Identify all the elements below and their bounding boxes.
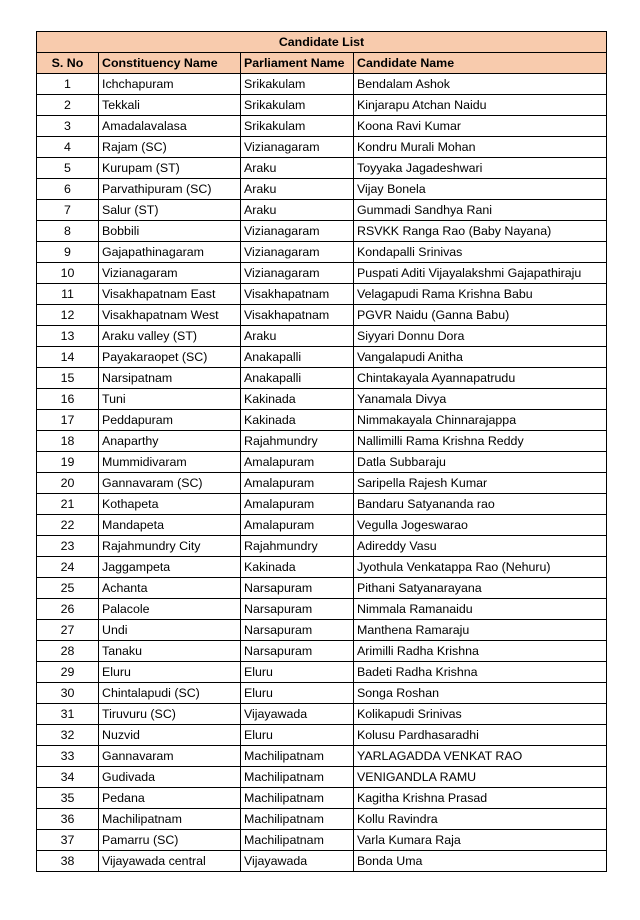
cell-sno: 4 — [37, 137, 99, 158]
candidate-list-sheet — [36, 31, 606, 872]
table-row — [37, 725, 607, 746]
cell-parliament: Narsapuram — [241, 620, 354, 641]
cell-constituency: Vizianagaram — [99, 263, 241, 284]
cell-sno: 32 — [37, 725, 99, 746]
table-row — [37, 158, 607, 179]
cell-parliament: Rajahmundry — [241, 536, 354, 557]
cell-parliament: Kakinada — [241, 410, 354, 431]
cell-constituency: Ichchapuram — [99, 74, 241, 95]
cell-candidate: Bonda Uma — [354, 851, 607, 872]
cell-candidate: Arimilli Radha Krishna — [354, 641, 607, 662]
cell-constituency: Pedana — [99, 788, 241, 809]
header-parliament: Parliament Name — [241, 53, 354, 74]
table-row — [37, 620, 607, 641]
cell-constituency: Jaggampeta — [99, 557, 241, 578]
cell-constituency: Narsipatnam — [99, 368, 241, 389]
table-row — [37, 515, 607, 536]
cell-sno: 23 — [37, 536, 99, 557]
cell-constituency: Gudivada — [99, 767, 241, 788]
candidate-table — [36, 31, 607, 872]
cell-candidate: YARLAGADDA VENKAT RAO — [354, 746, 607, 767]
cell-constituency: Gannavaram (SC) — [99, 473, 241, 494]
table-row — [37, 263, 607, 284]
table-row — [37, 599, 607, 620]
cell-parliament: Vijayawada — [241, 704, 354, 725]
cell-parliament: Machilipatnam — [241, 830, 354, 851]
cell-candidate: Puspati Aditi Vijayalakshmi Gajapathiraju — [354, 263, 607, 284]
cell-sno: 38 — [37, 851, 99, 872]
title-row — [37, 32, 607, 53]
table-row — [37, 284, 607, 305]
cell-parliament: Srikakulam — [241, 116, 354, 137]
cell-parliament: Vizianagaram — [241, 242, 354, 263]
cell-sno: 9 — [37, 242, 99, 263]
cell-constituency: Eluru — [99, 662, 241, 683]
cell-parliament: Araku — [241, 179, 354, 200]
cell-candidate: Kondapalli Srinivas — [354, 242, 607, 263]
cell-candidate: Saripella Rajesh Kumar — [354, 473, 607, 494]
table-row — [37, 179, 607, 200]
cell-candidate: Chintakayala Ayannapatrudu — [354, 368, 607, 389]
cell-candidate: Vangalapudi Anitha — [354, 347, 607, 368]
cell-parliament: Narsapuram — [241, 599, 354, 620]
table-row — [37, 746, 607, 767]
cell-sno: 8 — [37, 221, 99, 242]
cell-sno: 26 — [37, 599, 99, 620]
table-row — [37, 368, 607, 389]
cell-candidate: Gummadi Sandhya Rani — [354, 200, 607, 221]
cell-constituency: Bobbili — [99, 221, 241, 242]
table-title: Candidate List — [37, 32, 607, 53]
cell-sno: 14 — [37, 347, 99, 368]
table-row — [37, 809, 607, 830]
cell-parliament: Araku — [241, 158, 354, 179]
cell-parliament: Vizianagaram — [241, 137, 354, 158]
cell-constituency: Peddapuram — [99, 410, 241, 431]
cell-constituency: Mandapeta — [99, 515, 241, 536]
cell-candidate: Badeti Radha Krishna — [354, 662, 607, 683]
cell-constituency: Kurupam (ST) — [99, 158, 241, 179]
cell-parliament: Kakinada — [241, 389, 354, 410]
cell-candidate: Datla Subbaraju — [354, 452, 607, 473]
cell-parliament: Srikakulam — [241, 95, 354, 116]
cell-sno: 19 — [37, 452, 99, 473]
cell-parliament: Narsapuram — [241, 578, 354, 599]
cell-sno: 30 — [37, 683, 99, 704]
cell-sno: 27 — [37, 620, 99, 641]
cell-sno: 29 — [37, 662, 99, 683]
cell-sno: 37 — [37, 830, 99, 851]
cell-sno: 1 — [37, 74, 99, 95]
cell-candidate: RSVKK Ranga Rao (Baby Nayana) — [354, 221, 607, 242]
cell-candidate: PGVR Naidu (Ganna Babu) — [354, 305, 607, 326]
cell-sno: 21 — [37, 494, 99, 515]
table-row — [37, 74, 607, 95]
cell-sno: 20 — [37, 473, 99, 494]
cell-sno: 17 — [37, 410, 99, 431]
cell-constituency: Achanta — [99, 578, 241, 599]
table-row — [37, 347, 607, 368]
cell-constituency: Tanaku — [99, 641, 241, 662]
cell-parliament: Vizianagaram — [241, 221, 354, 242]
cell-sno: 34 — [37, 767, 99, 788]
cell-sno: 36 — [37, 809, 99, 830]
cell-constituency: Mummidivaram — [99, 452, 241, 473]
cell-candidate: Nimmala Ramanaidu — [354, 599, 607, 620]
cell-sno: 11 — [37, 284, 99, 305]
table-body — [37, 74, 607, 872]
cell-candidate: Kolikapudi Srinivas — [354, 704, 607, 725]
cell-constituency: Pamarru (SC) — [99, 830, 241, 851]
table-row — [37, 788, 607, 809]
cell-sno: 33 — [37, 746, 99, 767]
table-row — [37, 767, 607, 788]
cell-constituency: Tuni — [99, 389, 241, 410]
cell-candidate: VENIGANDLA RAMU — [354, 767, 607, 788]
cell-parliament: Machilipatnam — [241, 809, 354, 830]
cell-parliament: Anakapalli — [241, 368, 354, 389]
cell-sno: 10 — [37, 263, 99, 284]
cell-parliament: Vizianagaram — [241, 263, 354, 284]
table-row — [37, 95, 607, 116]
table-row — [37, 116, 607, 137]
table-row — [37, 452, 607, 473]
cell-parliament: Araku — [241, 200, 354, 221]
cell-parliament: Araku — [241, 326, 354, 347]
cell-constituency: Tekkali — [99, 95, 241, 116]
cell-sno: 31 — [37, 704, 99, 725]
cell-constituency: Undi — [99, 620, 241, 641]
cell-sno: 22 — [37, 515, 99, 536]
header-sno: S. No — [37, 53, 99, 74]
table-row — [37, 200, 607, 221]
table-row — [37, 557, 607, 578]
cell-constituency: Payakaraopet (SC) — [99, 347, 241, 368]
cell-constituency: Visakhapatnam West — [99, 305, 241, 326]
cell-parliament: Vijayawada — [241, 851, 354, 872]
header-constituency: Constituency Name — [99, 53, 241, 74]
cell-parliament: Amalapuram — [241, 473, 354, 494]
header-row — [37, 53, 607, 74]
cell-constituency: Chintalapudi (SC) — [99, 683, 241, 704]
cell-candidate: Kagitha Krishna Prasad — [354, 788, 607, 809]
table-row — [37, 389, 607, 410]
cell-candidate: Nallimilli Rama Krishna Reddy — [354, 431, 607, 452]
cell-sno: 6 — [37, 179, 99, 200]
table-row — [37, 704, 607, 725]
table-row — [37, 494, 607, 515]
table-row — [37, 578, 607, 599]
cell-sno: 2 — [37, 95, 99, 116]
cell-sno: 18 — [37, 431, 99, 452]
cell-candidate: Vijay Bonela — [354, 179, 607, 200]
cell-constituency: Parvathipuram (SC) — [99, 179, 241, 200]
cell-parliament: Kakinada — [241, 557, 354, 578]
cell-candidate: Yanamala Divya — [354, 389, 607, 410]
cell-candidate: Kollu Ravindra — [354, 809, 607, 830]
cell-candidate: Kondru Murali Mohan — [354, 137, 607, 158]
cell-parliament: Amalapuram — [241, 494, 354, 515]
table-row — [37, 242, 607, 263]
cell-parliament: Eluru — [241, 725, 354, 746]
cell-sno: 7 — [37, 200, 99, 221]
cell-constituency: Amadalavalasa — [99, 116, 241, 137]
cell-constituency: Vijayawada central — [99, 851, 241, 872]
table-row — [37, 662, 607, 683]
header-candidate: Candidate Name — [354, 53, 607, 74]
table-row — [37, 683, 607, 704]
table-row — [37, 221, 607, 242]
cell-constituency: Gannavaram — [99, 746, 241, 767]
cell-constituency: Rajahmundry City — [99, 536, 241, 557]
cell-candidate: Adireddy Vasu — [354, 536, 607, 557]
cell-candidate: Pithani Satyanarayana — [354, 578, 607, 599]
cell-constituency: Tiruvuru (SC) — [99, 704, 241, 725]
cell-parliament: Srikakulam — [241, 74, 354, 95]
cell-sno: 13 — [37, 326, 99, 347]
table-row — [37, 851, 607, 872]
cell-candidate: Nimmakayala Chinnarajappa — [354, 410, 607, 431]
cell-constituency: Palacole — [99, 599, 241, 620]
table-row — [37, 410, 607, 431]
table-row — [37, 641, 607, 662]
cell-sno: 28 — [37, 641, 99, 662]
cell-parliament: Rajahmundry — [241, 431, 354, 452]
table-row — [37, 431, 607, 452]
cell-constituency: Anaparthy — [99, 431, 241, 452]
cell-candidate: Vegulla Jogeswarao — [354, 515, 607, 536]
cell-candidate: Bandaru Satyananda rao — [354, 494, 607, 515]
cell-constituency: Rajam (SC) — [99, 137, 241, 158]
cell-sno: 35 — [37, 788, 99, 809]
cell-sno: 16 — [37, 389, 99, 410]
table-row — [37, 536, 607, 557]
cell-sno: 24 — [37, 557, 99, 578]
cell-candidate: Kolusu Pardhasaradhi — [354, 725, 607, 746]
cell-candidate: Toyyaka Jagadeshwari — [354, 158, 607, 179]
cell-sno: 12 — [37, 305, 99, 326]
cell-sno: 25 — [37, 578, 99, 599]
cell-candidate: Siyyari Donnu Dora — [354, 326, 607, 347]
cell-constituency: Kothapeta — [99, 494, 241, 515]
cell-parliament: Machilipatnam — [241, 767, 354, 788]
table-row — [37, 473, 607, 494]
cell-candidate: Kinjarapu Atchan Naidu — [354, 95, 607, 116]
cell-parliament: Amalapuram — [241, 452, 354, 473]
cell-candidate: Varla Kumara Raja — [354, 830, 607, 851]
cell-parliament: Amalapuram — [241, 515, 354, 536]
cell-parliament: Machilipatnam — [241, 746, 354, 767]
table-row — [37, 830, 607, 851]
cell-candidate: Koona Ravi Kumar — [354, 116, 607, 137]
cell-candidate: Bendalam Ashok — [354, 74, 607, 95]
cell-candidate: Jyothula Venkatappa Rao (Nehuru) — [354, 557, 607, 578]
cell-parliament: Narsapuram — [241, 641, 354, 662]
cell-constituency: Nuzvid — [99, 725, 241, 746]
table-row — [37, 137, 607, 158]
cell-candidate: Manthena Ramaraju — [354, 620, 607, 641]
cell-candidate: Velagapudi Rama Krishna Babu — [354, 284, 607, 305]
cell-constituency: Salur (ST) — [99, 200, 241, 221]
cell-sno: 3 — [37, 116, 99, 137]
cell-constituency: Machilipatnam — [99, 809, 241, 830]
table-row — [37, 305, 607, 326]
cell-constituency: Gajapathinagaram — [99, 242, 241, 263]
cell-candidate: Songa Roshan — [354, 683, 607, 704]
cell-parliament: Anakapalli — [241, 347, 354, 368]
cell-constituency: Araku valley (ST) — [99, 326, 241, 347]
cell-parliament: Visakhapatnam — [241, 305, 354, 326]
cell-parliament: Machilipatnam — [241, 788, 354, 809]
cell-constituency: Visakhapatnam East — [99, 284, 241, 305]
table-row — [37, 326, 607, 347]
cell-parliament: Eluru — [241, 683, 354, 704]
cell-sno: 15 — [37, 368, 99, 389]
cell-sno: 5 — [37, 158, 99, 179]
cell-parliament: Eluru — [241, 662, 354, 683]
cell-parliament: Visakhapatnam — [241, 284, 354, 305]
